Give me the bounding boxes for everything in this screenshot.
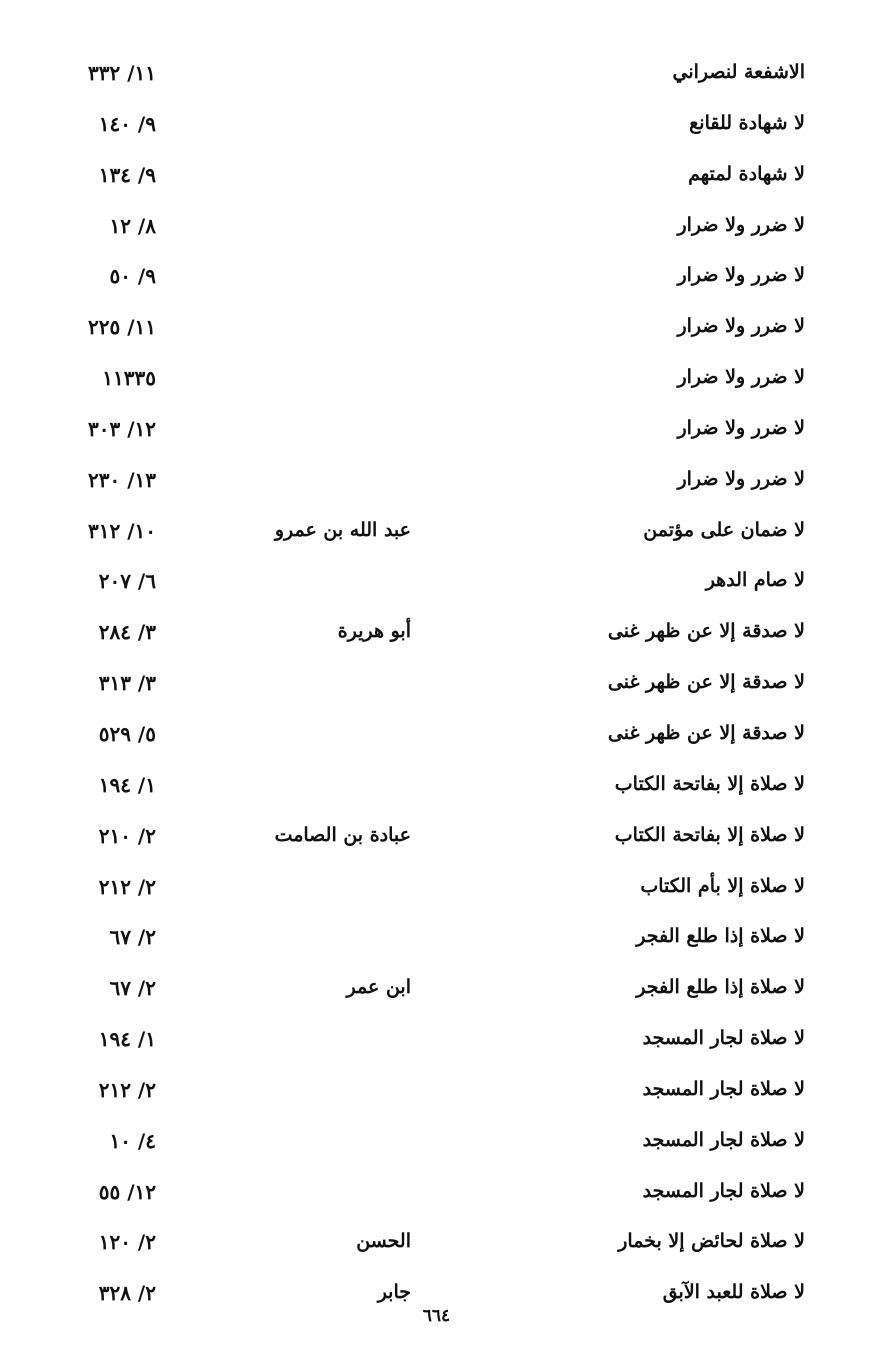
hadith-text: لا صلاة إلا بفاتحة الكتاب: [614, 772, 805, 795]
hadith-text: لا ضرر ولا ضرار: [677, 264, 805, 287]
volume-page-reference: ١٠/ ٣١٢: [88, 518, 156, 543]
volume-page-reference: ٢/ ١٢٠: [98, 1230, 156, 1255]
list-item: [0, 507, 873, 558]
hadith-text: لا صلاة للعبد الآبق: [662, 1281, 805, 1304]
list-item: [0, 1117, 873, 1168]
list-item: [0, 863, 873, 914]
hadith-text: لا صدقة إلا عن ظهر غنى: [607, 721, 805, 744]
list-item: [0, 49, 873, 100]
list-item: [0, 1218, 873, 1269]
hadith-text: لا ضرر ولا ضرار: [677, 467, 805, 490]
volume-page-reference: ٦/ ٢٠٧: [98, 569, 156, 594]
narrator-name: ابن عمر: [346, 976, 411, 999]
list-item: [0, 1066, 873, 1117]
page-number: ٦٦٤: [422, 1306, 451, 1326]
narrator-name: عبادة بن الصامت: [274, 823, 411, 846]
volume-page-reference: ٣/ ٢٨٤: [98, 620, 156, 645]
narrator-name: أبو هريرة: [337, 620, 411, 643]
volume-page-reference: ١٣/ ٢٣٠: [88, 467, 156, 492]
hadith-text: لا صلاة إلا بأم الكتاب: [640, 874, 805, 897]
list-item: [0, 456, 873, 507]
hadith-text: لا ضرر ولا ضرار: [677, 366, 805, 389]
volume-page-reference: ١/ ١٩٤: [98, 1027, 156, 1052]
narrator-name: الحسن: [356, 1230, 411, 1253]
volume-page-reference: ١٢/ ٣٠٣: [88, 416, 156, 441]
volume-page-reference: ١٢/ ٥٥: [98, 1179, 156, 1204]
hadith-text: لا صلاة لحائض إلا بخمار: [618, 1230, 805, 1253]
volume-page-reference: ١١/ ٣٣٢: [88, 61, 156, 85]
volume-page-reference: ١١/ ٢٢٥: [88, 315, 156, 340]
list-item: [0, 608, 873, 659]
list-item: [0, 202, 873, 253]
volume-page-reference: ٢/ ٢١٠: [98, 823, 156, 848]
volume-page-reference: ٨/ ١٢: [109, 213, 156, 238]
volume-page-reference: ٢/ ٦٧: [109, 925, 156, 950]
hadith-text: لا صلاة لجار المسجد: [642, 1128, 805, 1151]
volume-page-reference: ٢/ ٢١٢: [98, 874, 156, 899]
list-item: [0, 303, 873, 354]
hadith-text: لا صلاة إلا بفاتحة الكتاب: [614, 823, 805, 846]
hadith-text: لا صلاة إذا طلع الفجر: [636, 925, 805, 948]
narrator-name: جابر: [377, 1281, 411, 1304]
volume-page-reference: ٩/ ٥٠: [109, 264, 156, 289]
list-item: [0, 557, 873, 608]
hadith-text: لا صلاة لجار المسجد: [642, 1027, 805, 1050]
volume-page-reference: ٢/ ٦٧: [109, 976, 156, 1001]
volume-page-reference: ١١٣٣٥: [102, 366, 156, 391]
list-item: [0, 1168, 873, 1219]
hadith-text: الاشفعة لنصراني: [672, 61, 805, 83]
hadith-index-list: [0, 49, 873, 1320]
hadith-text: لا ضرر ولا ضرار: [677, 315, 805, 338]
hadith-text: لا ضرر ولا ضرار: [677, 213, 805, 236]
list-item: [0, 659, 873, 710]
list-item: [0, 252, 873, 303]
hadith-text: لا ضرر ولا ضرار: [677, 416, 805, 439]
hadith-text: لا صدقة إلا عن ظهر غنى: [607, 671, 805, 694]
volume-page-reference: ٤/ ١٠: [109, 1128, 156, 1153]
volume-page-reference: ٩/ ١٣٤: [98, 162, 156, 187]
volume-page-reference: ٣/ ٣١٣: [98, 671, 156, 696]
hadith-text: لا صدقة إلا عن ظهر غنى: [607, 620, 805, 643]
hadith-text: لا ضمان على مؤتمن: [643, 518, 805, 541]
list-item: [0, 913, 873, 964]
volume-page-reference: ٢/ ٢١٢: [98, 1077, 156, 1102]
list-item: [0, 761, 873, 812]
volume-page-reference: ١/ ١٩٤: [98, 772, 156, 797]
list-item: [0, 710, 873, 761]
narrator-name: عبد الله بن عمرو: [274, 518, 411, 541]
hadith-text: لا صلاة إذا طلع الفجر: [636, 976, 805, 999]
list-item: [0, 812, 873, 863]
hadith-text: لا صام الدهر: [705, 569, 805, 592]
volume-page-reference: ٥/ ٥٢٩: [98, 721, 156, 746]
list-item: [0, 964, 873, 1015]
list-item: [0, 100, 873, 151]
hadith-text: لا شهادة للقانع: [689, 111, 805, 134]
hadith-text: لا صلاة لجار المسجد: [642, 1179, 805, 1202]
list-item: [0, 405, 873, 456]
volume-page-reference: ٢/ ٣٢٨: [98, 1281, 156, 1306]
volume-page-reference: ٩/ ١٤٠: [98, 111, 156, 136]
list-item: [0, 151, 873, 202]
hadith-text: لا شهادة لمتهم: [688, 162, 805, 185]
list-item: [0, 354, 873, 405]
hadith-text: لا صلاة لجار المسجد: [642, 1077, 805, 1100]
list-item: [0, 1015, 873, 1066]
